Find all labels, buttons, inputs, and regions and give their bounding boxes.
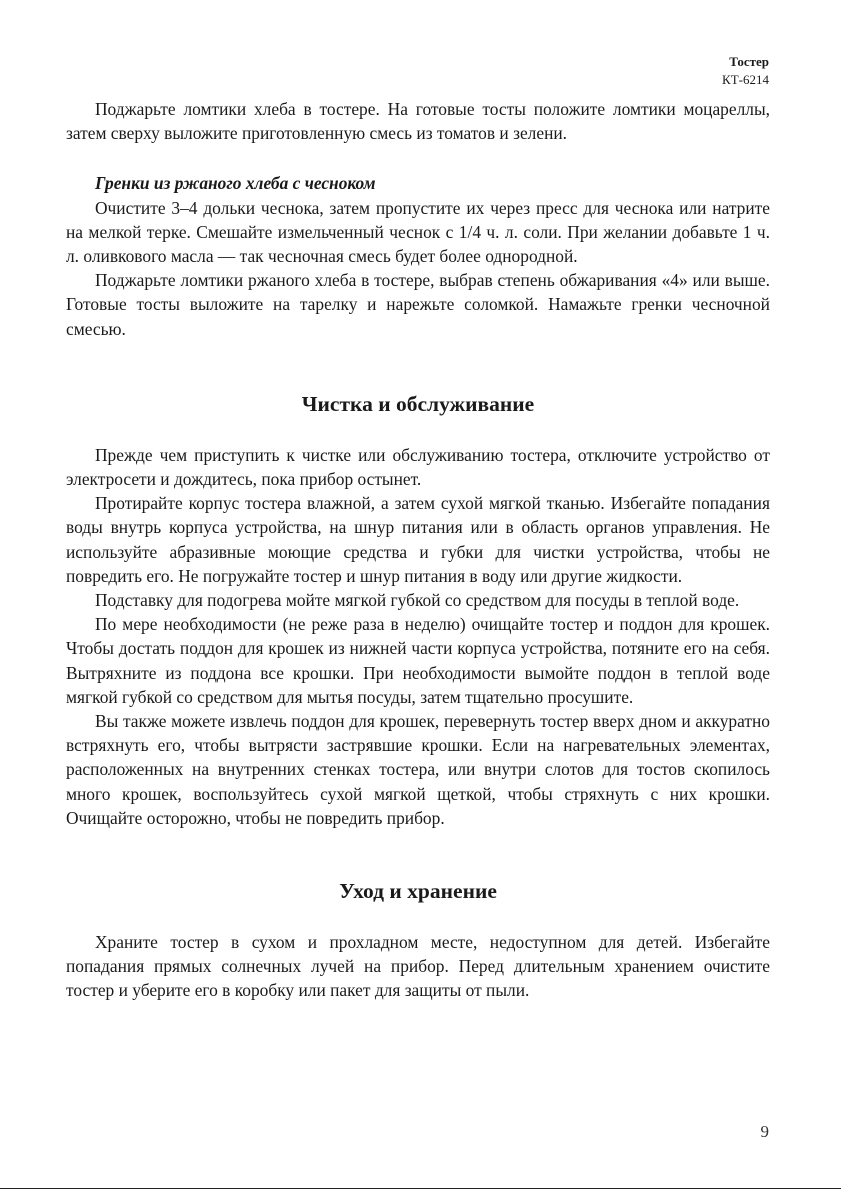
recipe-paragraph: Поджарьте ломтики ржаного хлеба в тостере, выбрав степень обжаривания «4» или выше. Готовые тосты выложите на тарелку и нарежьте соломкой. Намажьте гренки чесночной смесью. [66, 270, 770, 339]
running-header [722, 53, 769, 89]
recipe-title: Гренки из ржаного хлеба с чесноком [95, 173, 376, 194]
cleaning-paragraph: По мере необходимости (не реже раза в неделю) очищайте тостер и поддон для крошек. Чтобы достать поддон для крошек из нижней части корпуса устройства, потяните его на себя. Вытряхните из поддона все крошки. При необходимости вымойте поддон в теплой воде мягкой губкой со средством для мытья посуды, затем тщательно просушите. [66, 614, 770, 707]
cleaning-paragraph: Прежде чем приступить к чистке или обслуживанию тостера, отключите устройство от электросети и дождитесь, пока прибор остынет. [66, 444, 770, 490]
section-heading-storage: Уход и хранение [339, 879, 497, 904]
cleaning-paragraph: Подставку для подогрева мойте мягкой губкой со средством для посуды в теплой воде. [95, 590, 740, 611]
storage-paragraph: Храните тостер в сухом и прохладном месте, недоступном для детей. Избегайте попадания прямых солнечных лучей на прибор. Перед длительным хранением очистите тостер и уберите его в коробку или пакет для защиты от пыли. [66, 932, 770, 1001]
header-model-number: КТ-6214 [722, 72, 769, 87]
bottom-divider [0, 1188, 841, 1189]
cleaning-paragraph: Протирайте корпус тостера влажной, а затем сухой мягкой тканью. Избегайте попадания воды внутрь корпуса устройства, на шнур питания или в область органов управления. Не используйте абразивные моющие средства и губки для чистки устройства, чтобы не повредить его. Не погружайте тостер и шнур питания в воду или другие жидкости. [66, 493, 770, 586]
header-product-name: Тостер [729, 54, 769, 69]
section-heading-cleaning: Чистка и обслуживание [301, 391, 535, 416]
page-number: 9 [760, 1122, 769, 1141]
page-content [66, 97, 770, 1003]
intro-paragraph: Поджарьте ломтики хлеба в тостере. На готовые тосты положите ломтики моцареллы, затем сверху выложите приготовленную смесь из томатов и зелени. [66, 99, 770, 144]
recipe-paragraph: Очистите 3–4 дольки чеснока, затем пропустите их через пресс для чеснока или натрите на мелкой терке. Смешайте измельченный чеснок с 1/4 ч. л. соли. При желании добавьте 1 ч. л. оливкового масла — так чесночная смесь будет более однородной. [66, 197, 770, 267]
cleaning-paragraph: Вы также можете извлечь поддон для крошек, перевернуть тостер вверх дном и аккуратно встряхнуть его, чтобы вытрясти застрявшие крошки. Если на нагревательных элементах, расположенных на внутренних стенках тостера, или внутри слотов для тостов скопилось много крошек, воспользуйтесь сухой мягкой щеткой, чтобы стряхнуть с них крошки. Очищайте осторожно, чтобы не повредить прибор. [66, 711, 770, 828]
